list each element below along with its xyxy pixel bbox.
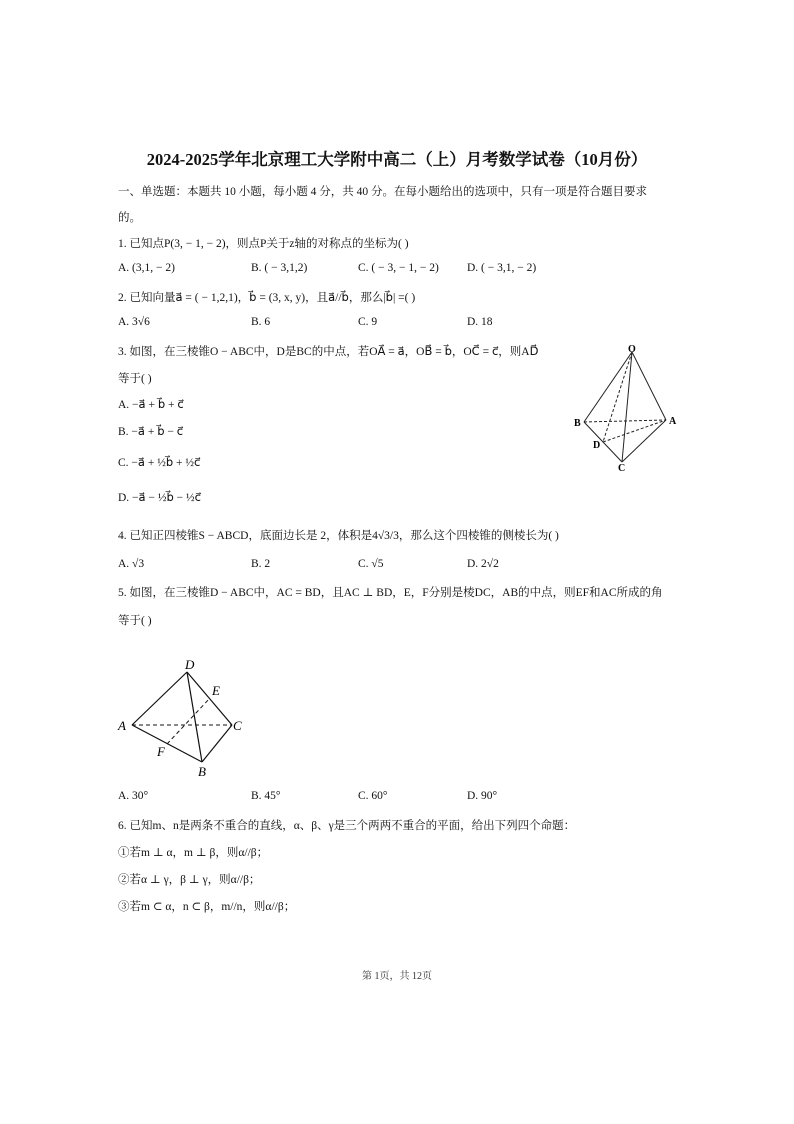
page-footer: 第 1页，共 12页 <box>362 971 432 982</box>
q4-option-c: C. √5 <box>358 558 384 570</box>
q3-option-a: A. −a⃗ + b⃗ + c⃗ <box>118 399 184 411</box>
q4-option-d: D. 2√2 <box>467 558 499 570</box>
q5-tetrahedron-figure <box>112 652 260 782</box>
q6-item-2: ②若α ⊥ γ，β ⊥ γ，则α//β； <box>118 874 261 886</box>
q5-label-b: B <box>198 764 206 779</box>
q3-label-c: C <box>618 463 626 474</box>
q3-label-a: A <box>669 416 677 427</box>
q3-tetrahedron-figure <box>568 340 688 475</box>
q1-option-b: B. ( − 3,1,2) <box>251 262 308 274</box>
q1-option-d: D. ( − 3,1, − 2) <box>467 262 537 274</box>
q5-option-b: B. 45° <box>251 790 281 802</box>
q2-stem: 2. 已知向量a⃗ = ( − 1,2,1)，b⃗ = (3, x, y)，且a⃗//b⃗，那么|b⃗| =( ) <box>118 292 416 304</box>
q1-option-c: C. ( − 3, − 1, − 2) <box>358 262 439 274</box>
q1-option-a: A. (3,1, − 2) <box>118 262 175 274</box>
q1-stem: 1. 已知点P(3, − 1, − 2)，则点P关于z轴的对称点的坐标为( ) <box>118 238 409 250</box>
section-heading-line2: 的。 <box>118 212 141 224</box>
q5-stem-line2: 等于( ) <box>118 615 152 627</box>
page-title: 2024-2025学年北京理工大学附中高二（上）月考数学试卷（10月份） <box>146 150 648 169</box>
q5-label-d: D <box>185 657 195 672</box>
q6-stem: 6. 已知m、n是两条不重合的直线，α、β、γ是三个两两不重合的平面，给出下列四个命题： <box>118 820 576 832</box>
q4-stem: 4. 已知正四棱锥S − ABCD，底面边长是 2，体积是4√3/3，那么这个四棱锥的侧棱长为( ) <box>118 530 559 542</box>
q3-label-b: B <box>574 418 581 429</box>
q5-option-c: C. 60° <box>358 790 388 802</box>
q5-label-e: E <box>212 683 220 698</box>
q3-option-b: B. −a⃗ + b⃗ − c⃗ <box>118 426 184 438</box>
q4-option-a: A. √3 <box>118 558 145 570</box>
q6-item-3: ③若m ⊂ α，n ⊂ β，m//n，则α//β； <box>118 901 296 913</box>
q5-option-d: D. 90° <box>467 790 498 802</box>
q3-option-d: D. −a⃗ − ½b⃗ − ½c⃗ <box>118 492 201 504</box>
q2-option-c: C. 9 <box>358 316 378 328</box>
q4-option-b: B. 2 <box>251 558 271 570</box>
q3-stem-line2: 等于( ) <box>118 373 152 385</box>
q2-option-b: B. 6 <box>251 316 271 328</box>
q3-label-d: D <box>593 440 601 451</box>
q6-item-1: ①若m ⊥ α，m ⊥ β，则α//β； <box>118 847 269 859</box>
q3-option-c: C. −a⃗ + ½b⃗ + ½c⃗ <box>118 457 201 469</box>
section-heading-line1: 一、单选题：本题共 10 小题，每小题 4 分，共 40 分。在每小题给出的选项中，只有一项是符合题目要求 <box>118 186 647 198</box>
q5-label-c: C <box>233 718 242 733</box>
q5-option-a: A. 30° <box>118 790 149 802</box>
q2-option-d: D. 18 <box>467 316 493 328</box>
q3-label-o: O <box>628 344 636 355</box>
q2-option-a: A. 3√6 <box>118 316 150 328</box>
q5-stem-line1: 5. 如图，在三棱锥D − ABC中，AC = BD，且AC ⊥ BD，E，F分别是棱DC，AB的中点，则EF和AC所成的角 <box>118 587 663 599</box>
q5-label-f: F <box>157 744 165 759</box>
q3-stem-line1: 3. 如图，在三棱锥O − ABC中，D是BC的中点，若OA⃗ = a⃗，OB⃗ = b⃗，OC⃗ = c⃗，则AD⃗ <box>118 346 539 358</box>
q5-label-a: A <box>118 718 126 733</box>
